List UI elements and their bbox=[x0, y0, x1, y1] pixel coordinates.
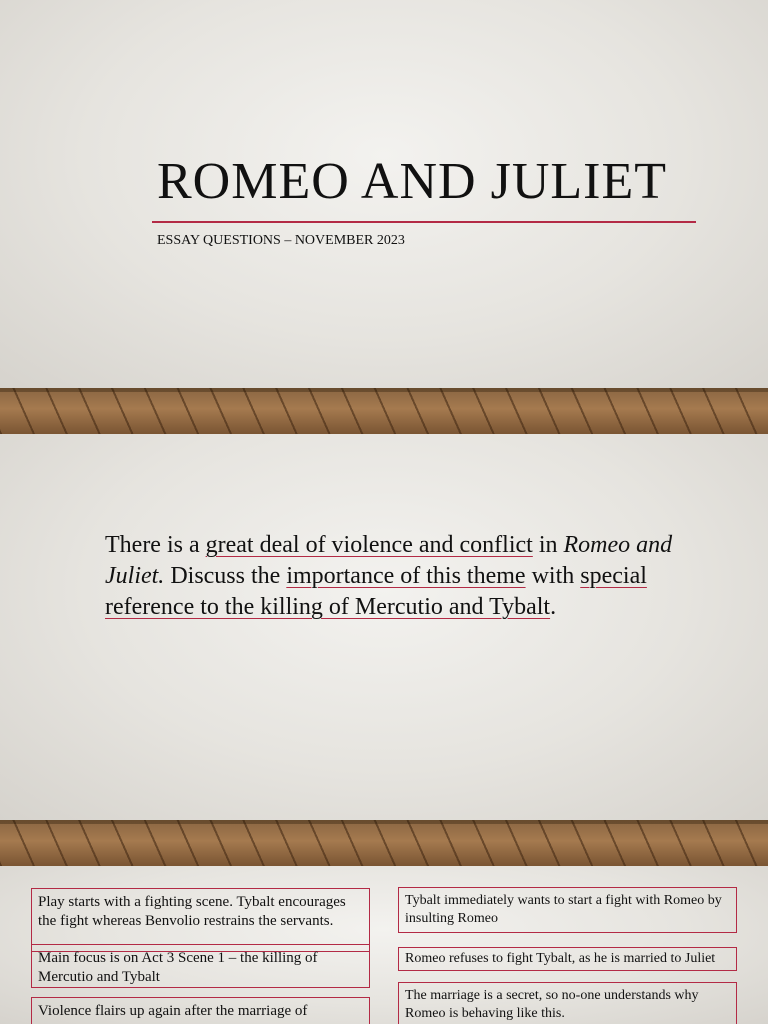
question-text: . bbox=[550, 594, 557, 620]
wood-floor-decoration bbox=[0, 388, 768, 434]
essay-question bbox=[105, 530, 705, 623]
notes-slide bbox=[0, 866, 768, 1024]
question-text: There is a bbox=[105, 532, 206, 558]
question-underlined-phrase: great deal of violence and conflict bbox=[205, 532, 533, 558]
note-box: Romeo refuses to fight Tybalt, as he is married to Juliet bbox=[398, 947, 737, 971]
question-slide bbox=[0, 434, 768, 820]
note-box: Play starts with a fighting scene. Tybalt encourages the fight whereas Benvolio restrains the servants. bbox=[31, 888, 370, 952]
note-box: Main focus is on Act 3 Scene 1 – the killing of Mercutio and Tybalt bbox=[31, 944, 370, 988]
note-box: The marriage is a secret, so no-one understands why Romeo is behaving like this. bbox=[398, 982, 737, 1024]
slide-title: ROMEO AND JULIET bbox=[157, 153, 667, 210]
question-underlined-phrase: importance of this theme bbox=[286, 563, 526, 589]
question-text: with bbox=[525, 563, 581, 589]
note-box: Violence flairs up again after the marriage of bbox=[31, 997, 370, 1024]
question-play-title: Romeo and Juliet. bbox=[105, 532, 673, 589]
title-divider bbox=[152, 221, 696, 223]
slide-subtitle: ESSAY QUESTIONS – NOVEMBER 2023 bbox=[157, 233, 405, 248]
question-underlined-phrase: special reference to the killing of Mercutio and Tybalt bbox=[105, 563, 647, 620]
question-text: in bbox=[532, 532, 564, 558]
question-text: Discuss the bbox=[164, 563, 287, 589]
title-slide bbox=[0, 0, 768, 388]
note-box: Tybalt immediately wants to start a fight with Romeo by insulting Romeo bbox=[398, 887, 737, 933]
wood-floor-decoration bbox=[0, 820, 768, 866]
